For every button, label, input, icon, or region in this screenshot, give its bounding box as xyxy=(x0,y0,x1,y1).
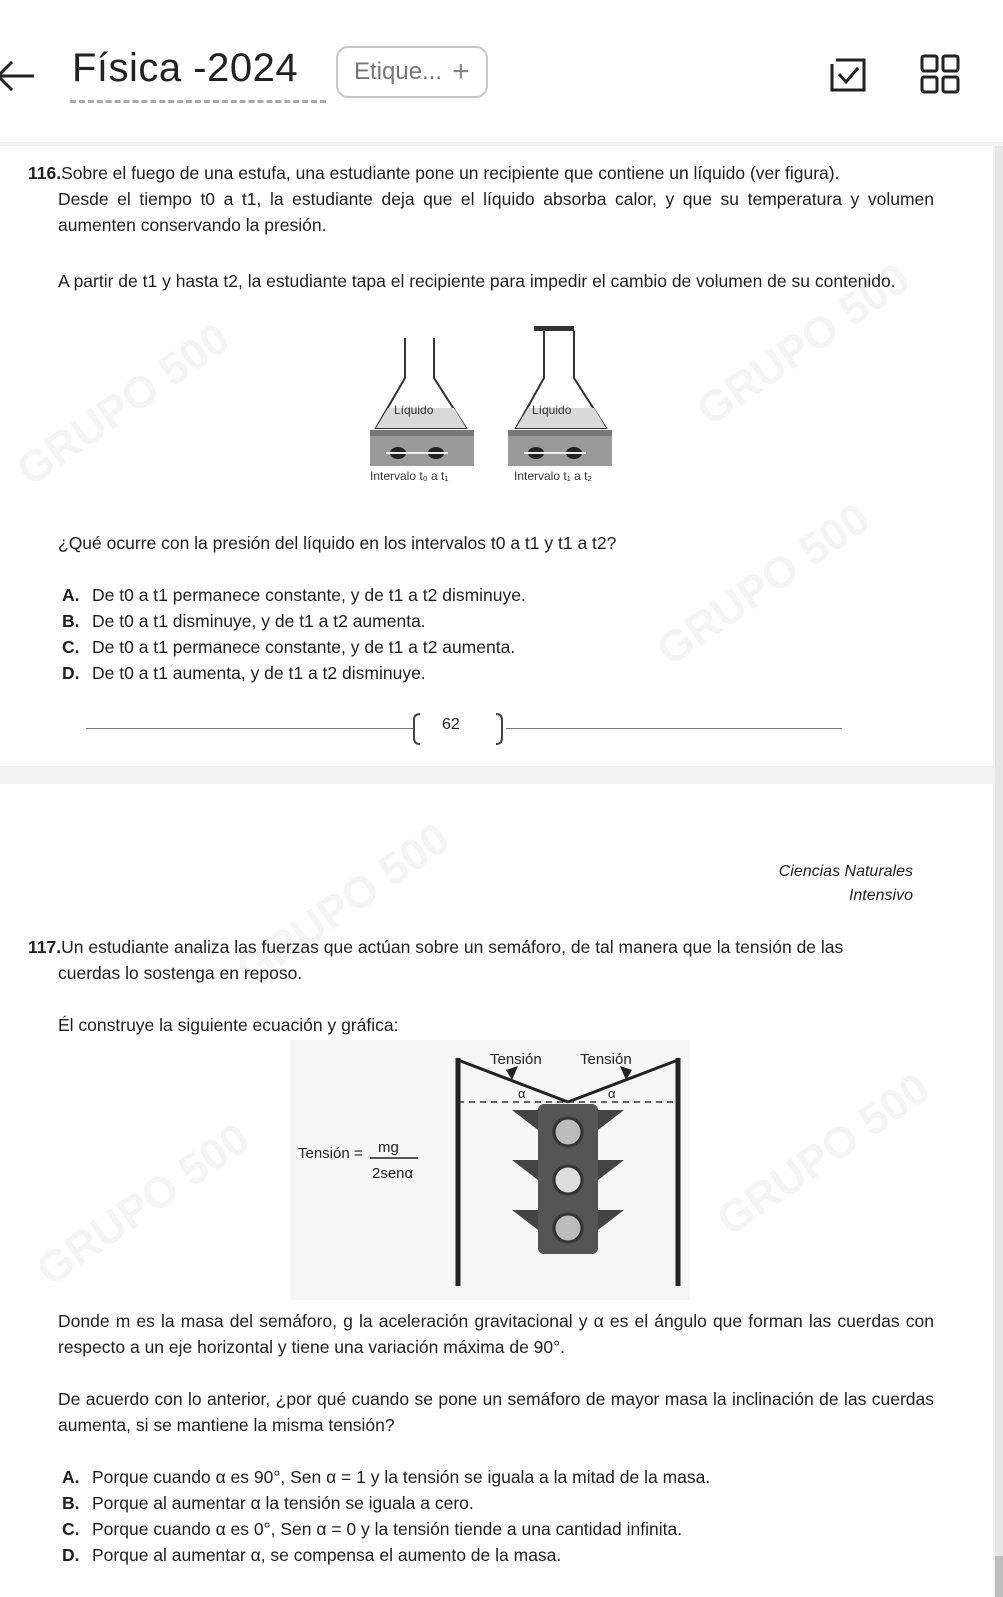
checkbox-icon[interactable] xyxy=(826,52,870,96)
q116-option-d[interactable] xyxy=(62,660,426,686)
divider xyxy=(86,728,414,729)
q116-intro-line1: Sobre el fuego de una estufa, una estudiante pone un recipiente que contiene un líquido (ver figura). xyxy=(61,163,840,183)
burner xyxy=(370,436,474,466)
back-arrow-icon[interactable] xyxy=(0,56,38,96)
q117-option-c[interactable] xyxy=(62,1516,682,1542)
page-number-bracket xyxy=(410,712,510,746)
q116-number: 116. xyxy=(28,163,62,183)
option-text: De t0 a t1 permanece constante, y de t1 a t2 aumenta. xyxy=(92,637,516,657)
option-text: Porque al aumentar α, se compensa el aumento de la masa. xyxy=(92,1545,562,1565)
page-header xyxy=(779,860,913,908)
option-text: De t0 a t1 aumenta, y de t1 a t2 disminuye. xyxy=(92,663,426,683)
light-top xyxy=(554,1118,582,1146)
q116-option-b[interactable] xyxy=(62,608,426,634)
light-middle xyxy=(554,1166,582,1194)
q116-paragraph-2: A partir de t1 y hasta t2, la estudiante tapa el recipiente para impedir el cambio de volumen de su contenido. xyxy=(58,271,896,291)
title-underline xyxy=(70,100,326,103)
alpha-right: α xyxy=(608,1086,616,1101)
alpha-left: α xyxy=(518,1086,526,1101)
right-liquid-label: Líquido xyxy=(532,403,572,417)
option-letter: B. xyxy=(62,1493,80,1513)
q116-intro xyxy=(28,160,933,186)
flask-cap xyxy=(534,326,574,331)
burner-top xyxy=(370,430,474,436)
q117-figure xyxy=(290,1040,690,1300)
option-letter: A. xyxy=(62,1467,80,1487)
page-number: 62 xyxy=(442,716,460,733)
option-text: De t0 a t1 disminuye, y de t1 a t2 aumenta. xyxy=(92,611,426,631)
q116-intro-rest: Desde el tiempo t0 a t1, la estudiante deja que el líquido absorba calor, y que su temperatura y volumen aumenten conservando la presión. xyxy=(58,189,934,235)
option-letter: C. xyxy=(62,637,80,657)
equation-denominator: 2senα xyxy=(372,1165,414,1182)
q117-paragraph-3: Donde m es la masa del semáforo, g la aceleración gravitacional y α es el ángulo que forman las cuerdas con respecto a un eje horizontal y tiene una variación máxima de 90°. xyxy=(58,1311,934,1357)
tension-label-right: Tensión xyxy=(580,1051,632,1068)
q116-question: ¿Qué ocurre con la presión del líquido en los intervalos t0 a t1 y t1 a t2? xyxy=(58,533,617,553)
scrollbar-thumb[interactable] xyxy=(995,1556,1003,1597)
q117-option-d[interactable] xyxy=(62,1542,561,1568)
subject-label: Ciencias Naturales xyxy=(778,863,913,880)
course-label: Intensivo xyxy=(848,887,913,904)
option-letter: D. xyxy=(62,1545,80,1565)
divider xyxy=(506,728,842,729)
q117-number: 117. xyxy=(28,937,62,957)
left-liquid-label: Líquido xyxy=(394,403,434,417)
option-letter: C. xyxy=(62,1519,80,1539)
option-text: Porque al aumentar α la tensión se iguala a cero. xyxy=(92,1493,474,1513)
document-title[interactable]: Física -2024 xyxy=(72,46,299,90)
q117-question: De acuerdo con lo anterior, ¿por qué cuando se pone un semáforo de mayor masa la inclinación de las cuerdas aumenta, si se mantiene la misma tensión? xyxy=(58,1389,934,1435)
option-text: Porque cuando α es 0°, Sen α = 0 y la tensión tiende a una cantidad infinita. xyxy=(92,1519,683,1539)
grid-view-icon[interactable] xyxy=(918,52,962,96)
option-text: Porque cuando α es 90°, Sen α = 1 y la tensión se iguala a la mitad de la masa. xyxy=(92,1467,711,1487)
q117-intro-rest: cuerdas lo sostenga en reposo. xyxy=(58,963,303,983)
tension-label-left: Tensión xyxy=(490,1051,542,1068)
light-bottom xyxy=(554,1214,582,1242)
q117-option-b[interactable] xyxy=(62,1490,474,1516)
scrollbar-track[interactable] xyxy=(995,146,1003,1597)
right-caption: Intervalo t₁ a t₂ xyxy=(514,469,593,483)
q116-option-c[interactable] xyxy=(62,634,515,660)
q117-paragraph-2: Él construye la siguiente ecuación y gráfica: xyxy=(58,1015,399,1035)
option-letter: D. xyxy=(62,663,80,683)
plus-icon: + xyxy=(452,55,470,88)
q116-option-a[interactable] xyxy=(62,582,526,608)
q117-intro-line1: Un estudiante analiza las fuerzas que actúan sobre un semáforo, de tal manera que la tensión de las xyxy=(61,937,844,957)
q116-figure xyxy=(360,326,620,496)
tag-placeholder: Etique... xyxy=(354,58,443,85)
q117-option-a[interactable] xyxy=(62,1464,710,1490)
q117-intro xyxy=(28,934,933,960)
option-letter: A. xyxy=(62,585,80,605)
top-bar xyxy=(0,0,1003,142)
option-letter: B. xyxy=(62,611,80,631)
equation-numerator: mg xyxy=(378,1139,399,1156)
option-text: De t0 a t1 permanece constante, y de t1 a t2 disminuye. xyxy=(92,585,526,605)
left-caption: Intervalo t₀ a t₁ xyxy=(370,469,449,483)
equation-left: Tensión = xyxy=(298,1145,363,1162)
tag-button[interactable] xyxy=(336,46,488,98)
